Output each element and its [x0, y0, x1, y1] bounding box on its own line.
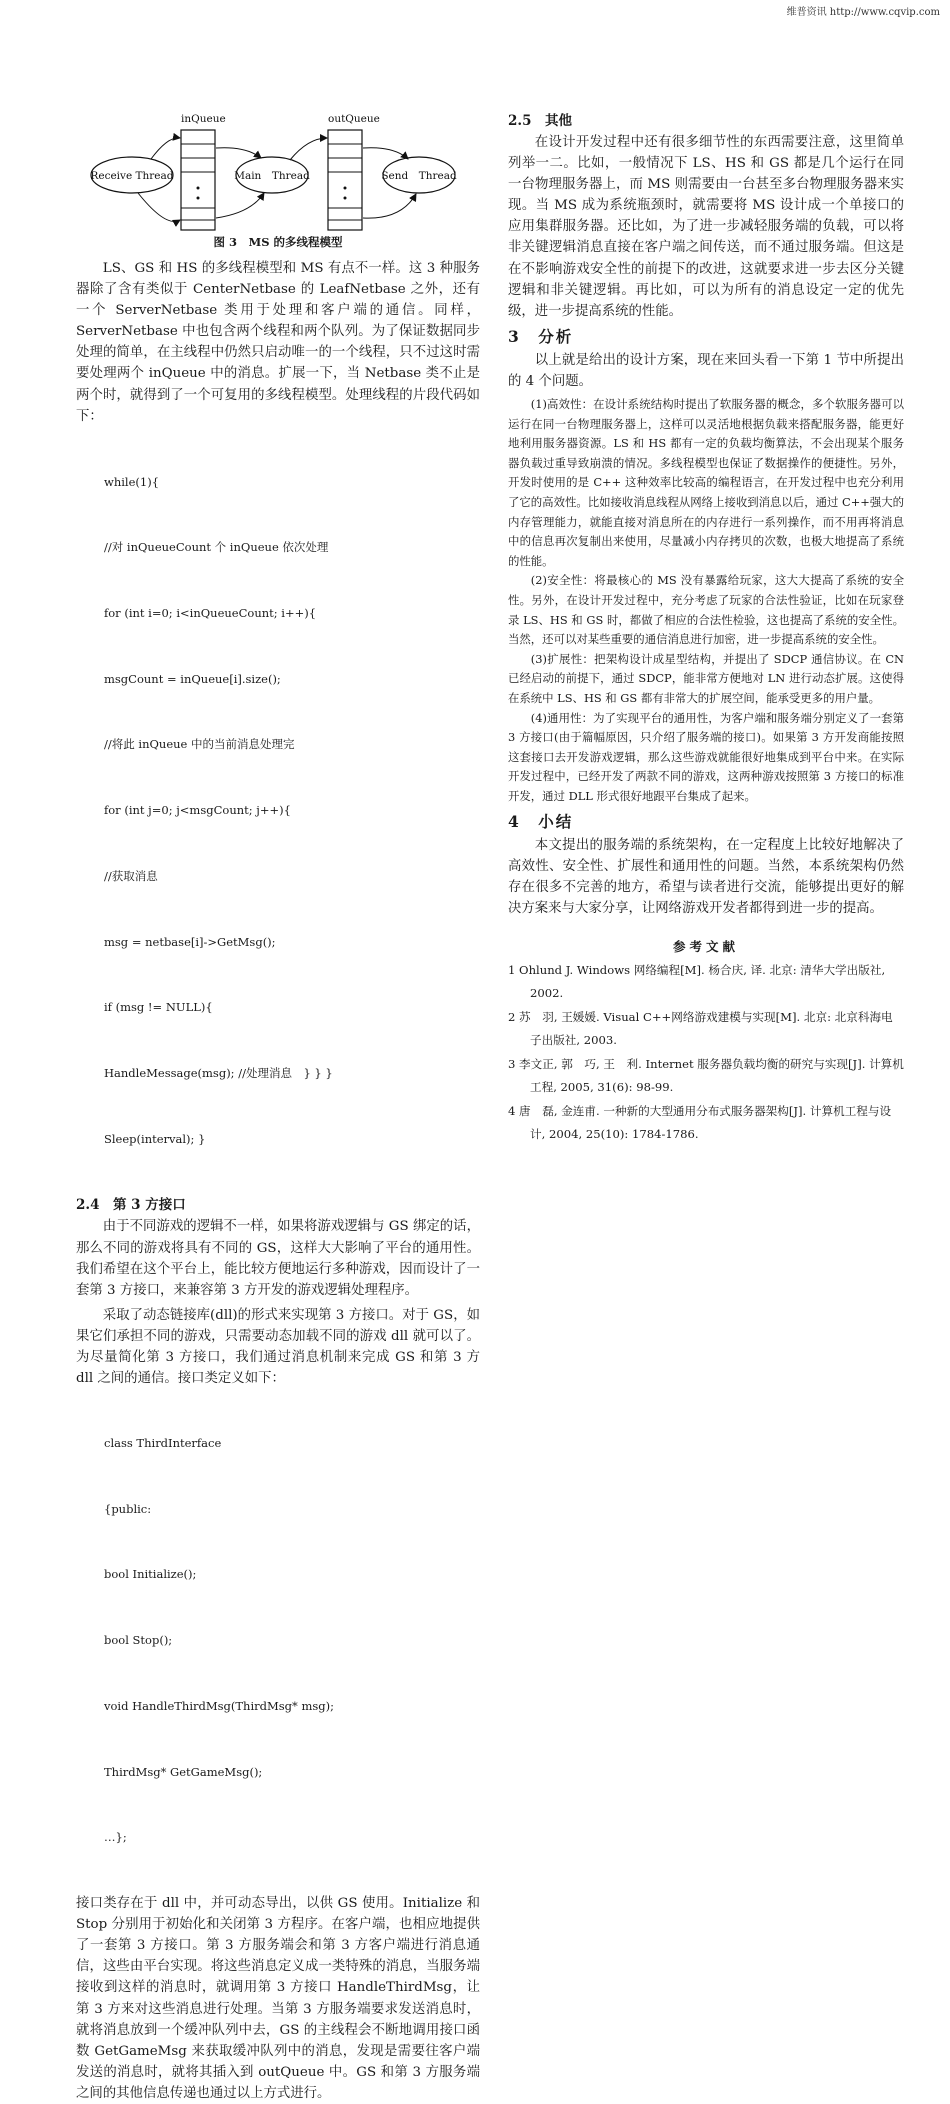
- code-line: class ThirdInterface: [104, 1436, 222, 1451]
- inqueue-box: [181, 130, 215, 230]
- code-block-interface: [76, 1389, 480, 1893]
- svg-text:Send Thread: Send Thread: [381, 170, 457, 182]
- right-column: [508, 110, 904, 1147]
- reference-item: 4 唐 磊, 金连甫. 一种新的大型通用分布式服务器架构[J]. 计算机工程与设计, 2004, 25(10): 1784-1786.: [508, 1103, 892, 1142]
- paragraph-analysis-intro: 以上就是给出的设计方案，现在来回头看一下第 1 节中所提出的 4 个问题。: [508, 352, 904, 389]
- analysis-efficiency: (1)高效性：在设计系统结构时提出了软服务器的概念，多个软服务器可以运行在同一台物理服务器上，这样可以灵活地根据负载来搭配服务器，能更好地利用服务器资源。LS 和 HS 都有一定的负载均衡算法，不会出现某个服务器负载过重导致崩溃的情况。多线程模型也保证了数据操作的便捷性。另外，开发时使用的是 C++ 这种效率比较高的编程语言，在开发过程中也充分利用了它的高效性。比如接收消息线程从网络上接收到消息以后，通过 C++强大的内存管理能力，就能直接对消息所在的内存进行一系列操作，而不用再将消息中的信息再次复制出来使用，尽量减小内存拷贝的次数，也极大地提高了系统的性能。: [508, 397, 904, 568]
- code-line: msg = netbase[i]->GetMsg();: [104, 934, 276, 949]
- arrow-main-from-inqueue-bottom: [216, 193, 264, 218]
- code-line: msgCount = inQueue[i].size();: [104, 671, 281, 686]
- arrow-main-loop: [138, 193, 180, 221]
- receive-thread-node: [90, 157, 173, 193]
- code-line: Sleep(interval); }: [104, 1131, 206, 1146]
- arrow-main-to-outqueue: [290, 138, 327, 160]
- figure-caption: 图 3 MS 的多线程模型: [213, 235, 343, 249]
- code-line: bool Initialize();: [104, 1567, 197, 1582]
- reference-item: 2 苏 羽, 王媛媛. Visual C++网络游戏建模与实现[M]. 北京: 北京科海电子出版社, 2003.: [508, 1009, 893, 1048]
- code-block-thread: [76, 428, 480, 1195]
- paragraph-third-party-2: 采取了动态链接库(dll)的形式来实现第 3 方接口。对于 GS，如果它们承担不同的游戏，只需要动态加载不同的游戏 dll 就可以了。为尽量简化第 3 方接口，我们通过消息机制来完成 GS 和第 3 方 dll 之间的通信。接口类定义如下：: [76, 1307, 480, 1387]
- svg-text:Main Thread: Main Thread: [234, 170, 310, 182]
- inqueue-label: inQueue: [181, 113, 226, 125]
- code-line: HandleMessage(msg); //处理消息 } } }: [104, 1066, 333, 1081]
- references-title: 参考文献: [672, 938, 739, 954]
- arrow-receive-to-inqueue: [151, 138, 180, 159]
- code-line: for (int j=0; j<msgCount; j++){: [104, 803, 291, 818]
- code-line: if (msg != NULL){: [104, 1000, 213, 1015]
- paragraph-multithread: LS、GS 和 HS 的多线程模型和 MS 有点不一样。这 3 种服务器除了含有类似于 CenterNetbase 的 LeafNetbase 之外，还有一个 ServerNetbase 类用于处理和客户端的通信。同样，ServerNetbase 中也包含两个线程和两个队列。为了保证数据同步处理的简单，在主线程中仍然只启动唯一的一个线程，只不过这时需要处理两个 inQueue 中的消息。扩展一下，当 Netbase 类不止是两个时，就得到了一个可复用的多线程模型。处理线程的片段代码如下：: [76, 261, 480, 424]
- main-thread-node: [234, 157, 310, 193]
- analysis-security: (2)安全性：将最核心的 MS 没有暴露给玩家，这大大提高了系统的安全性。另外，在设计开发过程中，充分考虑了玩家的合法性验证，比如在玩家登录 LS、HS 和 GS 时，都做了相应的合法性检验，这也提高了系统的安全性。当然，还可以对某些重要的通信消息进行加密，进一步提高系统的安全性。: [508, 573, 904, 647]
- code-line: …};: [104, 1830, 127, 1845]
- multithread-diagram: [76, 108, 480, 238]
- outqueue-box: [328, 130, 362, 230]
- arrow-send-from-outqueue-bottom: [363, 194, 416, 218]
- outqueue-label: outQueue: [328, 113, 380, 125]
- paragraph-third-party-1: 由于不同游戏的逻辑不一样，如果将游戏逻辑与 GS 绑定的话，那么不同的游戏将具有不同的 GS，这样大大影响了平台的通用性。我们希望在这个平台上，能比较方便地运行多种游戏，因而设计了一套第 3 方接口，来兼容第 3 方开发的游戏逻辑处理程序。: [76, 1219, 480, 1298]
- code-line: void HandleThirdMsg(ThirdMsg* msg);: [104, 1698, 334, 1713]
- references-list: [508, 959, 904, 1147]
- section-heading-4: 4 小结: [508, 811, 574, 831]
- code-line: while(1){: [104, 474, 160, 489]
- paragraph-interface-usage: 接口类存在于 dll 中，并可动态导出，以供 GS 使用。Initialize 和 Stop 分别用于初始化和关闭第 3 方程序。在客户端，也相应地提供了一套第 3 方接口。第 3 方服务端会和第 3 方客户端进行消息通信，这些由平台实现。将这些消息定义成一类特殊的消息，当服务端接收到这样的消息时，就调用第 3 方接口 HandleThirdMsg，让第 3 方来对这些消息进行处理。当第 3 方服务端要求发送消息时，就将消息放到一个缓冲队列中去，GS 的主线程会不断地调用接口函数 GetGameMsg 来获取缓冲队列中的消息，发现是需要往客户端发送的消息时，就将其插入到 outQueue 中。GS 和第 3 方服务端之间的其他信息传递也通过以上方式进行。: [76, 1896, 480, 2101]
- code-line: //对 inQueueCount 个 inQueue 依次处理: [104, 540, 329, 555]
- send-thread-node: [381, 157, 457, 193]
- code-line: bool Stop();: [104, 1633, 173, 1648]
- analysis-extensibility: (3)扩展性：把架构设计成星型结构，并提出了 SDCP 通信协议。在 CN 已经启动的前提下，通过 SDCP，能非常方便地对 LN 进行动态扩展。这使得在系统中 LS、HS 和 GS 都有非常大的扩展空间，能承受更多的用户量。: [508, 651, 904, 705]
- code-line: ThirdMsg* GetGameMsg();: [104, 1764, 263, 1779]
- arrow-outqueue-to-send: [363, 148, 408, 159]
- paragraph-summary: 本文提出的服务端的系统架构，在一定程度上比较好地解决了高效性、安全性、扩展性和通用性的问题。当然，本系统架构仍然存在很多不完善的地方，希望与读者进行交流，能够提出更好的解决方案来与大家分享，让网络游戏开发者都得到进一步的提高。: [508, 837, 904, 916]
- section-heading-2-5: 2.5 其他: [508, 113, 572, 129]
- analysis-generality: (4)通用性：为了实现平台的通用性，为客户端和服务端分别定义了一套第 3 方接口(由于篇幅原因，只介绍了服务端的接口)。如果第 3 方开发商能按照这套接口去开发游戏逻辑，那么这些游戏就能很好地集成到平台中来。在实际开发过程中，已经开发了两款不同的游戏，这两种游戏按照第 3 方接口的标准开发，通过 DLL 形式很好地跟平台集成了起来。: [508, 710, 904, 803]
- code-line: {public:: [104, 1501, 152, 1516]
- arrow-inqueue-to-main: [216, 148, 261, 158]
- code-line: //将此 inQueue 中的当前消息处理完: [104, 737, 295, 752]
- reference-item: 1 Ohlund J. Windows 网络编程[M]. 杨合庆, 译. 北京: 清华大学出版社, 2002.: [508, 962, 886, 1001]
- section-heading-2-4: 2.4 第 3 方接口: [76, 1197, 186, 1214]
- reference-item: 3 李文正, 郭 巧, 王 利. Internet 服务器负载均衡的研究与实现[J]. 计算机工程, 2005, 31(6): 98-99.: [508, 1056, 904, 1095]
- code-line: for (int i=0; i<inQueueCount; i++){: [104, 606, 317, 620]
- watermark: 维普资讯 http://www.cqvip.com: [786, 7, 940, 18]
- paragraph-other: 在设计开发过程中还有很多细节性的东西需要注意，这里简单列举一二。比如，一般情况下 LS、HS 和 GS 都是几个运行在同一台物理服务器上，而 MS 则需要由一台甚至多台物理服务器来实现。当 MS 成为系统瓶颈时，就需要将 MS 设计成一个单接口的应用集群服务器。还比如，为了进一步减轻服务端的负载，可以将非关键逻辑消息直接在客户端之间传送，而不通过服务端。但这是在不影响游戏安全性的前提下的改进，这就要求进一步去区分关键逻辑和非关键逻辑。再比如，可以为所有的消息设定一定的优先级，进一步提高系统的性能。: [508, 135, 904, 319]
- code-line: //获取消息: [104, 868, 158, 883]
- svg-text:Receive Thread: Receive Thread: [90, 170, 174, 182]
- section-heading-3: 3 分析: [508, 326, 574, 346]
